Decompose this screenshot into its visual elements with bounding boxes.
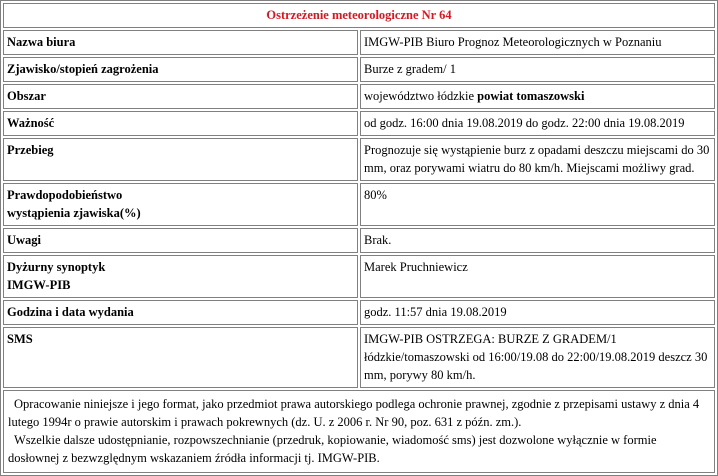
value-probability: 80% bbox=[360, 183, 715, 226]
row-notes bbox=[3, 228, 715, 253]
label-probability-line1: Prawdopodobieństwo bbox=[7, 188, 123, 202]
value-area bbox=[360, 84, 715, 109]
label-forecaster-line1: Dyżurny synoptyk bbox=[7, 260, 106, 274]
row-forecaster bbox=[3, 255, 715, 298]
label-forecaster-line2: IMGW-PIB bbox=[7, 278, 71, 292]
label-sms: SMS bbox=[3, 327, 358, 388]
label-probability-line2: wystąpienia zjawiska(%) bbox=[7, 206, 141, 220]
copyright-paragraph-1: Opracowanie niniejsze i jego format, jako przedmiot prawa autorskiego podlega ochronie prawnej, zgodnie z przepisami ustawy z dnia 4 lutego 1994r o prawie autorskim i prawach pokrewnych (dz. U. z 2006 r. Nr 90, poz. 631 z późn. zm.). bbox=[8, 397, 700, 429]
label-forecaster bbox=[3, 255, 358, 298]
value-office: IMGW-PIB Biuro Prognoz Meteorologicznych w Poznaniu bbox=[360, 30, 715, 55]
label-validity: Ważność bbox=[3, 111, 358, 136]
row-sms bbox=[3, 327, 715, 388]
row-probability bbox=[3, 183, 715, 226]
row-area bbox=[3, 84, 715, 109]
value-sms: IMGW-PIB OSTRZEGA: BURZE Z GRADEM/1 łódzkie/tomaszowski od 16:00/19.08 do 22:00/19.08.2019 deszcz 30 mm, porywy 80 km/h. bbox=[360, 327, 715, 388]
area-county: powiat tomaszowski bbox=[477, 89, 585, 103]
value-phenomenon: Burze z gradem/ 1 bbox=[360, 57, 715, 82]
area-voivodeship: województwo łódzkie bbox=[364, 89, 478, 103]
value-course: Prognozuje się wystąpienie burz z opadami deszczu miejscami do 30 mm, oraz porywami wiatru do 80 km/h. Miejscami możliwy grad. bbox=[360, 138, 715, 181]
title-row bbox=[3, 3, 715, 28]
label-area: Obszar bbox=[3, 84, 358, 109]
label-office: Nazwa biura bbox=[3, 30, 358, 55]
footer-row bbox=[3, 390, 715, 473]
row-phenomenon bbox=[3, 57, 715, 82]
value-issued: godz. 11:57 dnia 19.08.2019 bbox=[360, 300, 715, 325]
value-notes: Brak. bbox=[360, 228, 715, 253]
page-title: Ostrzeżenie meteorologiczne Nr 64 bbox=[3, 3, 715, 28]
row-validity bbox=[3, 111, 715, 136]
label-probability bbox=[3, 183, 358, 226]
label-phenomenon: Zjawisko/stopień zagrożenia bbox=[3, 57, 358, 82]
value-forecaster: Marek Pruchniewicz bbox=[360, 255, 715, 298]
label-course: Przebieg bbox=[3, 138, 358, 181]
label-notes: Uwagi bbox=[3, 228, 358, 253]
row-issued bbox=[3, 300, 715, 325]
row-course bbox=[3, 138, 715, 181]
row-office bbox=[3, 30, 715, 55]
value-validity: od godz. 16:00 dnia 19.08.2019 do godz. 22:00 dnia 19.08.2019 bbox=[360, 111, 715, 136]
label-issued: Godzina i data wydania bbox=[3, 300, 358, 325]
copyright-notice bbox=[3, 390, 715, 473]
copyright-paragraph-2: Wszelkie dalsze udostępnianie, rozpowszechnianie (przedruk, kopiowanie, wiadomość sms) jest dozwolone wyłącznie w formie dosłownej z bezwzględnym wskazaniem źródła informacji tj. IMGW-PIB. bbox=[8, 433, 657, 465]
